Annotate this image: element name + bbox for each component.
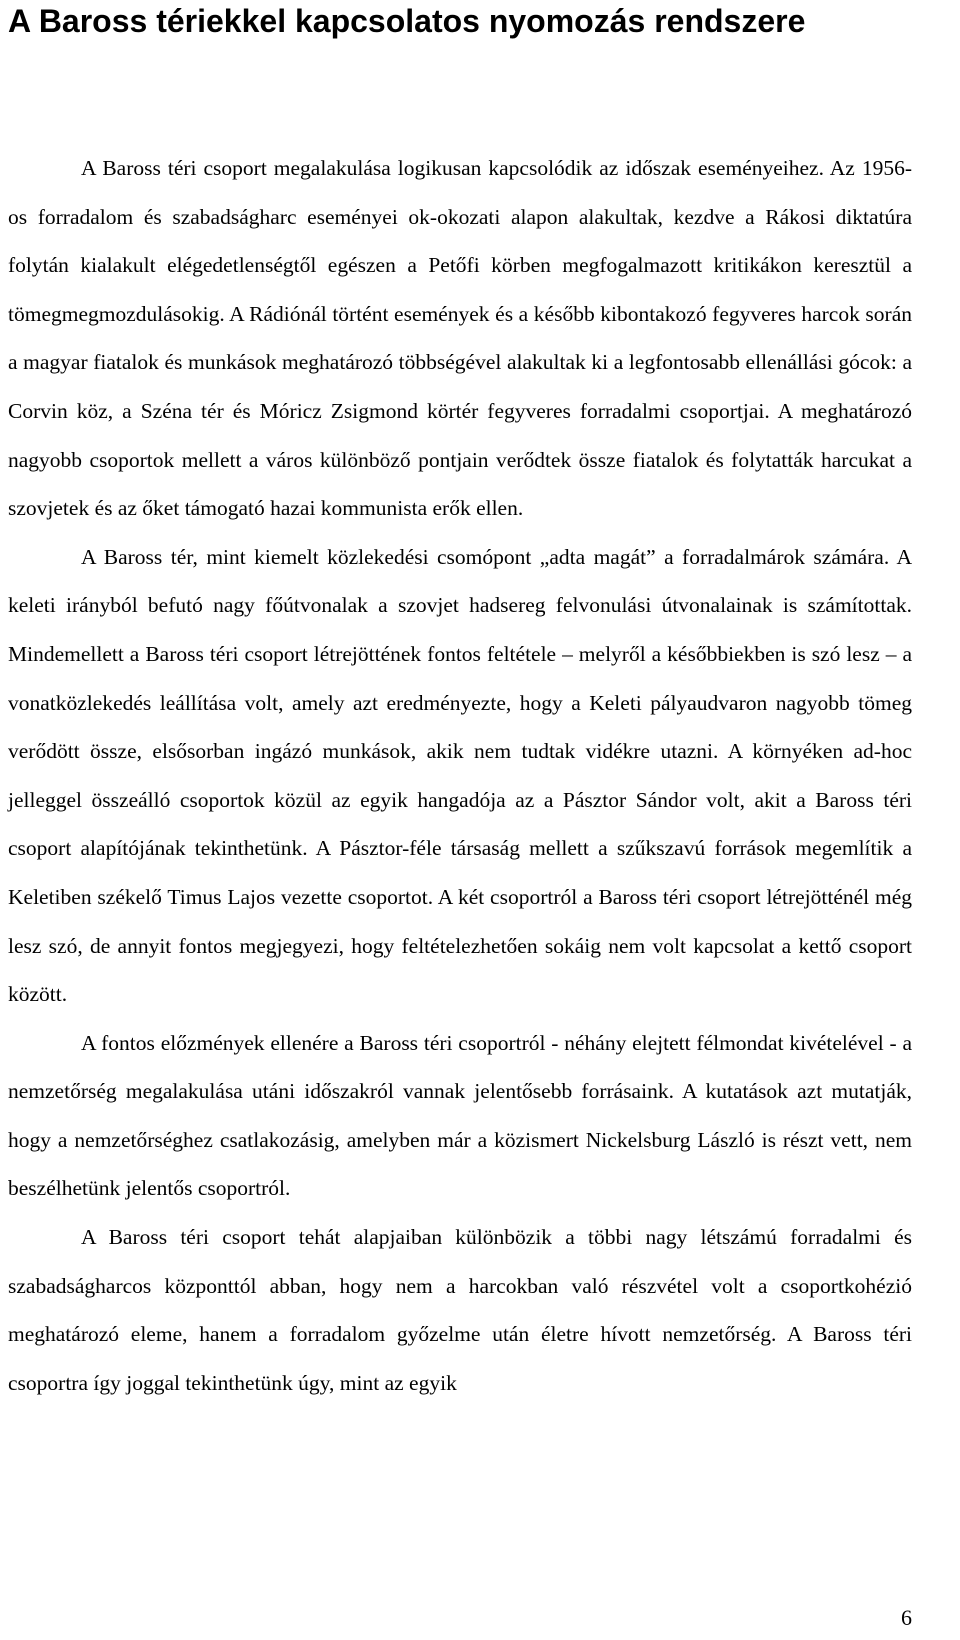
paragraph-2: A Baross tér, mint kiemelt közlekedési csomópont „adta magát” a forradalmárok számára. A keleti irányból befutó nagy főútvonalak a szovjet hadsereg felvonulási útvonalainak is számítottak. Mindemellett a Baross téri csoport létrejöttének fontos feltétele – melyről a későbbiekben is szó lesz – a vonatközlekedés leállítása volt, amely azt eredményezte, hogy a Keleti pályaudvaron nagyobb tömeg verődött össze, elsősorban ingázó munkások, akik nem tudtak vidékre utazni. A környéken ad-hoc jelleggel összeálló csoportok közül az egyik hangadója az a Pásztor Sándor volt, akit a Baross téri csoport alapítójának tekinthetünk. A Pásztor-féle társaság mellett a szűkszavú források megemlítik a Keletiben székelő Timus Lajos vezette csoportot. A két csoportról a Baross téri csoport létrejötténél még lesz szó, de annyit fontos megjegyezi, hogy feltételezhetően sokáig nem volt kapcsolat a kettő csoport között.: [8, 544, 912, 1007]
paragraph-1: A Baross téri csoport megalakulása logikusan kapcsolódik az időszak eseményeihez. Az 1956-os forradalom és szabadságharc eseményei ok-okozati alapon alakultak, kezdve a Rákosi diktatúra folytán kialakult elégedetlenségtől egészen a Petőfi körben megfogalmazott kritikákon keresztül a tömegmegmozdulásokig. A Rádiónál történt események és a később kibontakozó fegyveres harcok során a magyar fiatalok és munkások meghatározó többségével alakultak ki a legfontosabb ellenállási gócok: a Corvin köz, a Széna tér és Móricz Zsigmond körtér fegyveres forradalmi csoportjai. A meghatározó nagyobb csoportok mellett a város különböző pontjain verődtek össze fiatalok és folytatták harcukat a szovjetek és az őket támogató hazai kommunista erők ellen.: [8, 156, 912, 521]
paragraph-3: A fontos előzmények ellenére a Baross téri csoportról - néhány elejtett félmondat kivételével - a nemzetőrség megalakulása utáni időszakról vannak jelentősebb forrásaink. A kutatások azt mutatják, hogy a nemzetőrséghez csatlakozásig, amelyben már a közismert Nickelsburg László is részt vett, nem beszélhetünk jelentős csoportról.: [8, 1030, 912, 1201]
page-title: A Baross tériekkel kapcsolatos nyomozás rendszere: [8, 3, 806, 39]
page-number: 6: [901, 1605, 912, 1630]
body-text: [8, 144, 912, 1407]
paragraph-4: A Baross téri csoport tehát alapjaiban különbözik a többi nagy létszámú forradalmi és szabadságharcos központtól abban, hogy nem a harcokban való részvétel volt a csoportkohézió meghatározó eleme, hanem a forradalom győzelme után életre hívott nemzetőrség. A Baross téri csoportra így joggal tekinthetünk úgy, mint az egyik: [8, 1225, 912, 1395]
